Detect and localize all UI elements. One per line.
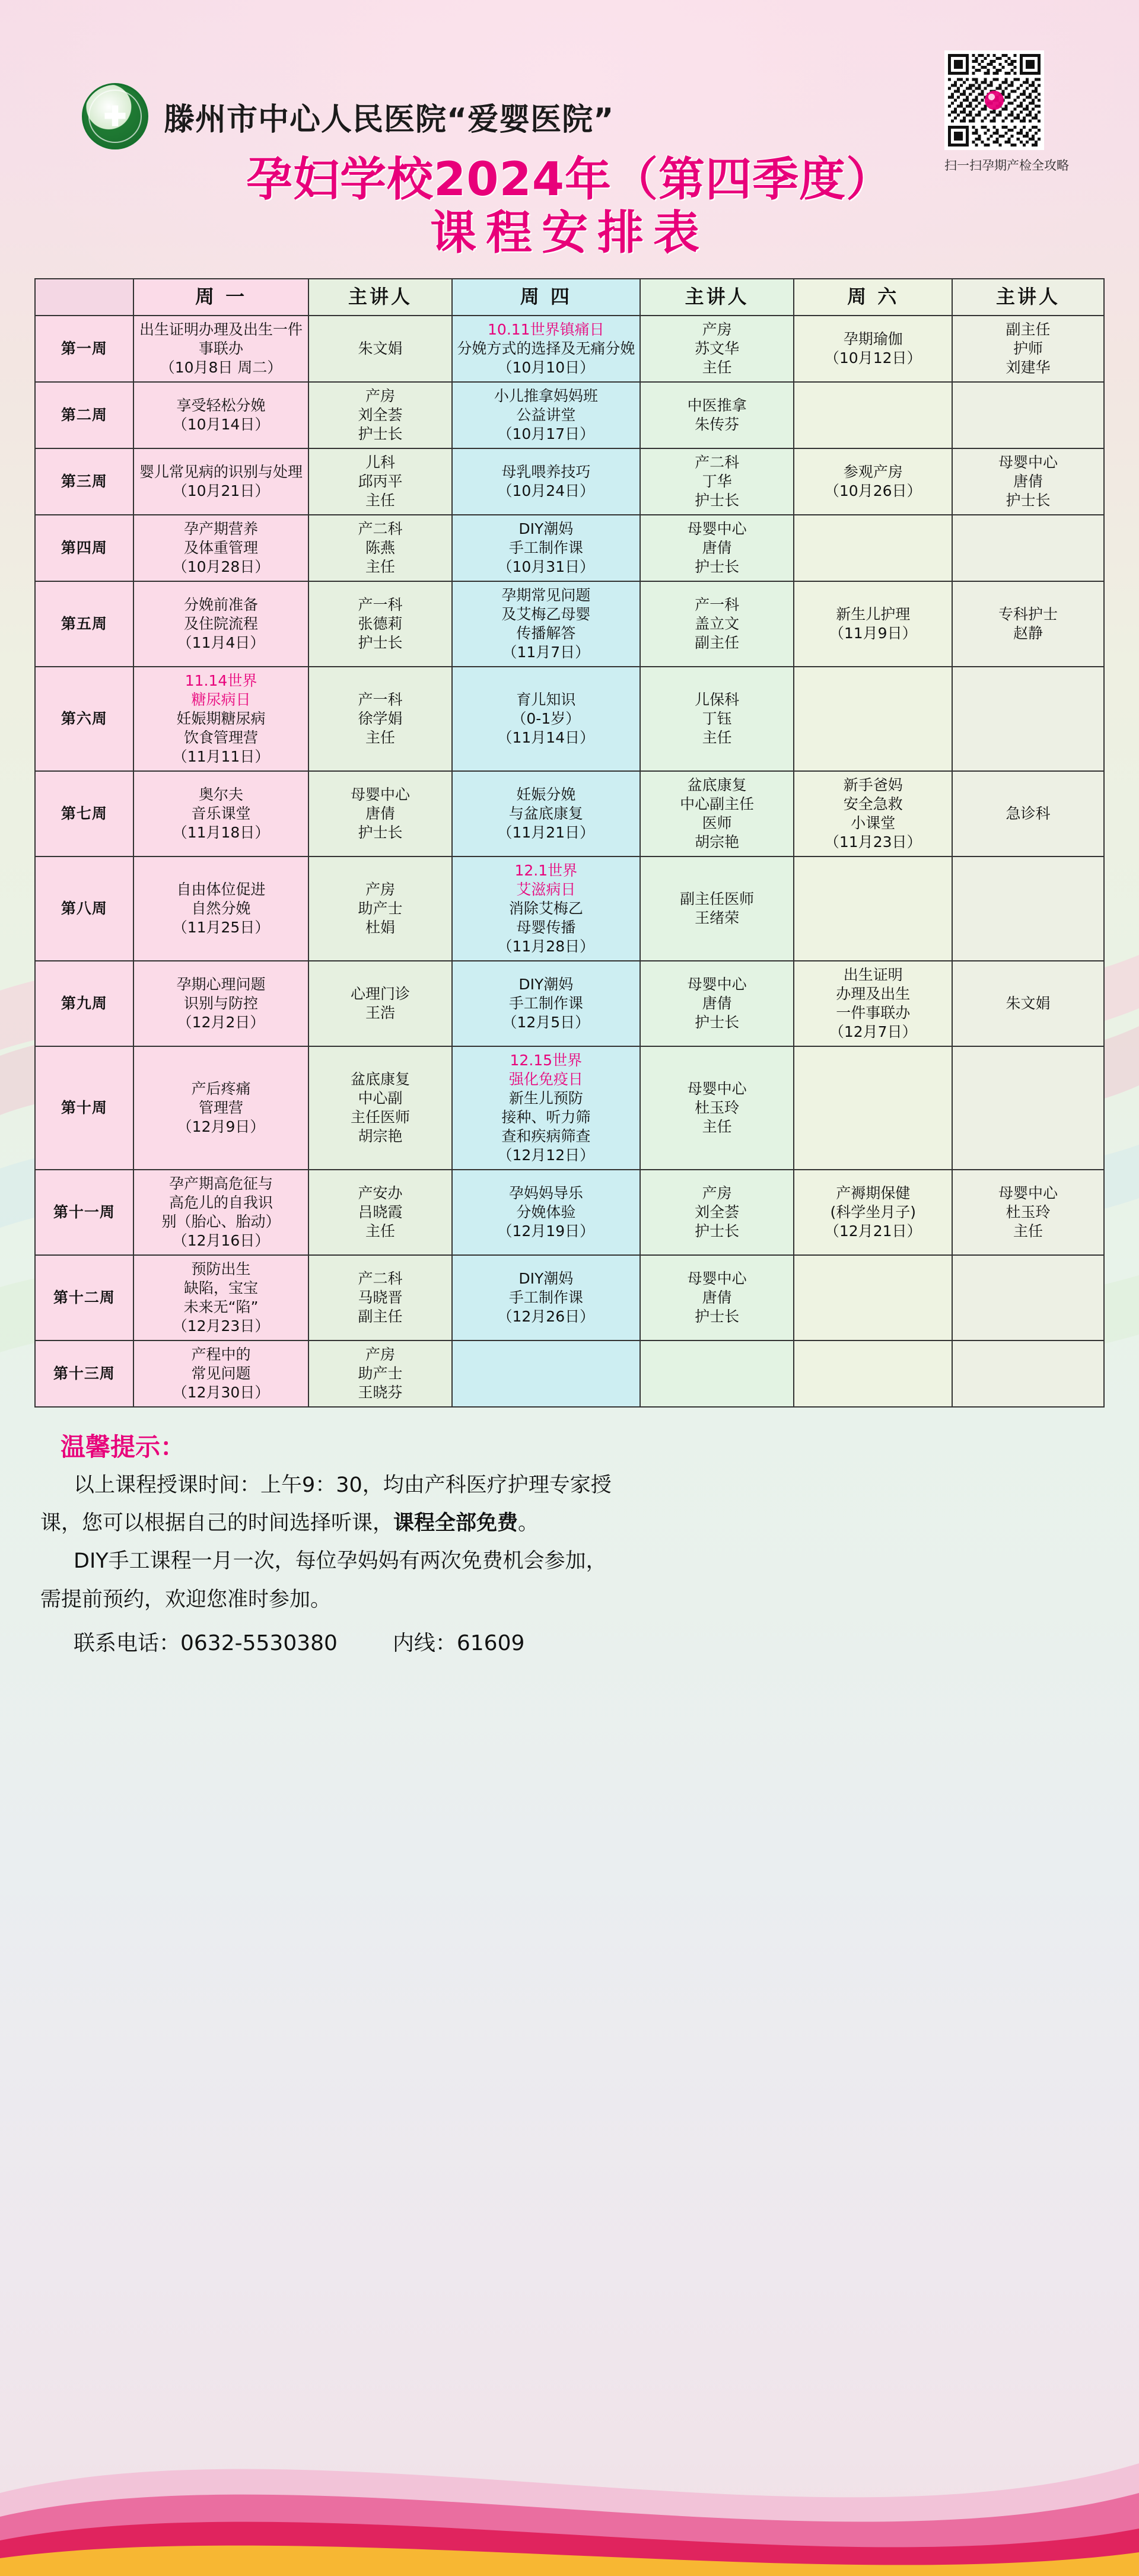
thu-text: 小儿推拿妈妈班 公益讲堂 （10月17日） [494, 387, 598, 442]
week-label: 第一周 [35, 316, 133, 382]
contact-extension: 内线：61609 [392, 1631, 525, 1655]
saturday-course [794, 667, 952, 771]
mon-highlight: 世界 糖尿病日 [191, 671, 257, 708]
thursday-course [452, 1170, 640, 1255]
monday-course [133, 515, 309, 581]
title-line-2: 课程安排表 [429, 206, 709, 260]
thu-highlight: 世界 艾滋病日 [516, 861, 578, 898]
thursday-course [452, 961, 640, 1046]
monday-speaker [308, 316, 451, 382]
monday-course [133, 961, 309, 1046]
mon-text: 孕期心理问题 识别与防控 （12月2日） [176, 975, 266, 1031]
mon-text: 孕产期营养 及体重管理 （10月28日） [172, 520, 270, 575]
mon-text: 产后疼痛 管理营 （12月9日） [177, 1080, 265, 1135]
thursday-speaker-text: 母婴中心 唐倩 护士长 [687, 520, 747, 575]
monday-speaker [308, 961, 451, 1046]
mon-text: 分娩前准备 及住院流程 （11月4日） [177, 596, 265, 651]
table-row [35, 316, 1104, 382]
saturday-speaker [952, 667, 1104, 771]
decorative-ribbon-bottom [0, 2380, 1139, 2576]
monday-speaker [308, 856, 451, 961]
monday-course [133, 581, 309, 667]
thursday-course [452, 771, 640, 856]
thursday-speaker-text: 盆底康复 中心副主任 医师 胡宗艳 [680, 776, 755, 851]
monday-course [133, 1340, 309, 1407]
mon-text: 产程中的 常见问题 （12月30日） [172, 1345, 270, 1401]
monday-course [133, 382, 309, 448]
week-label: 第三周 [35, 448, 133, 515]
thu-highlight: 世界镇痛日 [530, 320, 605, 338]
thursday-speaker-text: 产房 苏文华 主任 [695, 320, 740, 376]
week-label: 第十周 [35, 1046, 133, 1170]
notice-title: 温馨提示： [61, 1432, 186, 1461]
thu-date-prefix: 10.11 [488, 320, 530, 338]
saturday-course [794, 448, 952, 515]
thursday-speaker [640, 1046, 794, 1170]
saturday-course [794, 1255, 952, 1340]
thursday-course [452, 581, 640, 667]
saturday-speaker-text: 副主任 护师 刘建华 [1006, 320, 1051, 376]
saturday-speaker [952, 1255, 1104, 1340]
monday-speaker-text: 产二科 马晓晋 副主任 [358, 1269, 403, 1325]
hospital-name: 滕州市中心人民医院“爱婴医院” [164, 101, 615, 138]
monday-course [133, 1170, 309, 1255]
monday-speaker-text: 产房 助产士 杜娟 [358, 880, 403, 936]
thu-text: DIY潮妈 手工制作课 （12月5日） [502, 975, 590, 1031]
mon-text: 婴儿常见病的识别与处理 （10月21日） [139, 463, 303, 499]
saturday-speaker [952, 961, 1104, 1046]
table-row [35, 1340, 1104, 1407]
thursday-course [452, 856, 640, 961]
hospital-brand [82, 83, 614, 149]
week-label: 第十二周 [35, 1255, 133, 1340]
col-header-monday: 周 一 [133, 279, 309, 316]
saturday-speaker [952, 515, 1104, 581]
thu-date-prefix: 12.1 [514, 861, 548, 879]
table-row [35, 1046, 1104, 1170]
thu-text: 育儿知识 （0-1岁） （11月14日） [497, 690, 595, 746]
col-header-speaker-3: 主讲人 [952, 279, 1104, 316]
thu-text: 孕妈妈导乐 分娩体验 （12月19日） [497, 1184, 595, 1240]
mon-text: 奥尔夫 音乐课堂 （11月18日） [172, 785, 270, 841]
thursday-speaker [640, 382, 794, 448]
monday-speaker [308, 581, 451, 667]
title-line-1: 孕妇学校2024年（第四季度） [246, 153, 893, 206]
course-schedule-table [34, 278, 1105, 1408]
table-row [35, 1170, 1104, 1255]
monday-course [133, 1255, 309, 1340]
thursday-speaker-text: 儿保科 丁钰 主任 [695, 690, 740, 746]
sat-text: 新手爸妈 安全急救 小课堂 （11月23日） [824, 776, 922, 851]
contact-phone: 联系电话：0632-5530380 [74, 1631, 338, 1655]
table-row [35, 771, 1104, 856]
notice-text-2b: 需提前预约，欢迎您准时参加。 [40, 1587, 332, 1612]
saturday-speaker [952, 856, 1104, 961]
monday-speaker-text: 产安办 吕晓霞 主任 [358, 1184, 403, 1240]
qr-code-icon[interactable] [944, 50, 1044, 150]
notice-text-1b: 课，您可以根据自己的时间选择听课， [40, 1511, 394, 1536]
col-header-saturday: 周 六 [794, 279, 952, 316]
notice-text-free: 课程全部免费 [393, 1511, 518, 1536]
table-header-row [35, 279, 1104, 316]
mon-text: 孕产期高危征与 高危儿的自我识 别（胎心、胎动） （12月16日） [161, 1174, 281, 1249]
thursday-speaker-text: 母婴中心 唐倩 护士长 [687, 975, 747, 1031]
monday-course [133, 667, 309, 771]
saturday-speaker [952, 581, 1104, 667]
thursday-course [452, 448, 640, 515]
saturday-course [794, 856, 952, 961]
week-label: 第十三周 [35, 1340, 133, 1407]
week-label: 第六周 [35, 667, 133, 771]
monday-speaker [308, 448, 451, 515]
saturday-speaker [952, 1046, 1104, 1170]
saturday-course [794, 1170, 952, 1255]
saturday-course [794, 316, 952, 382]
qr-block [944, 50, 1069, 174]
mon-text: 出生证明办理及出生一件事联办 （10月8日 周二） [139, 320, 303, 376]
thu-text: 消除艾梅乙 母婴传播 （11月28日） [497, 899, 595, 955]
saturday-speaker [952, 382, 1104, 448]
thursday-course [452, 1340, 640, 1407]
thursday-course [452, 382, 640, 448]
sat-text: 孕期瑜伽 （10月12日） [824, 330, 922, 367]
week-label: 第八周 [35, 856, 133, 961]
col-header-week [35, 279, 133, 316]
col-header-speaker-1: 主讲人 [308, 279, 451, 316]
thursday-speaker [640, 515, 794, 581]
saturday-speaker [952, 1170, 1104, 1255]
thursday-speaker-text: 产一科 盖立文 副主任 [695, 596, 740, 651]
thursday-speaker [640, 771, 794, 856]
thursday-speaker-text: 产二科 丁华 护士长 [695, 453, 740, 509]
table-row [35, 515, 1104, 581]
thursday-speaker [640, 1340, 794, 1407]
thursday-speaker [640, 1170, 794, 1255]
saturday-course [794, 515, 952, 581]
monday-speaker [308, 1340, 451, 1407]
thursday-speaker [640, 667, 794, 771]
week-label: 第十一周 [35, 1170, 133, 1255]
saturday-speaker-text: 朱文娟 [1006, 994, 1051, 1012]
monday-speaker [308, 1170, 451, 1255]
notice-block [34, 1428, 1105, 1657]
thu-highlight: 世界 强化免疫日 [508, 1051, 583, 1088]
week-label: 第九周 [35, 961, 133, 1046]
thursday-course [452, 667, 640, 771]
thursday-speaker [640, 856, 794, 961]
thu-text: 新生儿预防 接种、听力筛 查和疾病筛查 （12月12日） [497, 1089, 595, 1164]
notice-text-1d: 。 [518, 1511, 539, 1536]
qr-caption: 扫一扫孕期产检全攻略 [944, 158, 1069, 173]
thursday-speaker [640, 448, 794, 515]
thursday-speaker [640, 316, 794, 382]
monday-speaker-text: 产一科 张德莉 护士长 [358, 596, 403, 651]
monday-speaker-text: 盆底康复 中心副 主任医师 胡宗艳 [351, 1070, 411, 1145]
saturday-speaker-text: 急诊科 [1006, 804, 1051, 822]
thu-text: 妊娠分娩 与盆底康复 （11月21日） [497, 785, 595, 841]
thursday-speaker-text: 母婴中心 杜玉玲 主任 [687, 1080, 747, 1135]
table-row [35, 448, 1104, 515]
saturday-speaker [952, 448, 1104, 515]
thu-text: 分娩方式的选择及无痛分娩 （10月10日） [457, 339, 635, 376]
monday-course [133, 856, 309, 961]
saturday-course [794, 961, 952, 1046]
contact-line [40, 1626, 1101, 1657]
monday-speaker [308, 1046, 451, 1170]
thursday-speaker-text: 副主任医师 王绪荣 [680, 890, 755, 926]
sat-text: 参观产房 （10月26日） [824, 463, 922, 499]
saturday-speaker-text: 母婴中心 唐倩 护士长 [998, 453, 1058, 509]
monday-course [133, 316, 309, 382]
monday-speaker [308, 1255, 451, 1340]
thursday-course [452, 515, 640, 581]
table-row [35, 667, 1104, 771]
monday-speaker-text: 儿科 邱丙平 主任 [358, 453, 403, 509]
sat-text: 出生证明 办理及出生 一件事联办 （12月7日） [829, 966, 917, 1040]
table-row [35, 382, 1104, 448]
week-label: 第五周 [35, 581, 133, 667]
notice-paragraph-1 [40, 1469, 1101, 1501]
saturday-course [794, 1046, 952, 1170]
thu-text: 母乳喂养技巧 （10月24日） [497, 463, 595, 499]
saturday-course [794, 382, 952, 448]
monday-speaker [308, 771, 451, 856]
thursday-course [452, 1046, 640, 1170]
notice-text-1a: 以上课程授课时间：上午9：30，均由产科医疗护理专家授 [74, 1473, 612, 1497]
col-header-thursday: 周 四 [452, 279, 640, 316]
notice-paragraph-4 [40, 1584, 1101, 1616]
thu-text: 孕期常见问题 及艾梅乙母婴 传播解答 （11月7日） [501, 586, 591, 661]
saturday-course [794, 581, 952, 667]
thursday-speaker-text: 产房 刘全荟 护士长 [695, 1184, 740, 1240]
thursday-speaker-text: 中医推拿 朱传芬 [687, 396, 747, 433]
saturday-speaker-text: 母婴中心 杜玉玲 主任 [998, 1184, 1058, 1240]
hospital-cross-logo-icon: ✚ [82, 83, 148, 149]
monday-speaker [308, 515, 451, 581]
saturday-speaker-text: 专科护士 赵静 [998, 605, 1058, 642]
monday-speaker-text: 朱文娟 [358, 339, 403, 357]
poster-header [34, 0, 1105, 173]
week-label: 第七周 [35, 771, 133, 856]
sat-text: 产褥期保健 (科学坐月子) （12月21日） [824, 1184, 922, 1240]
thursday-course [452, 1255, 640, 1340]
monday-course [133, 448, 309, 515]
saturday-course [794, 1340, 952, 1407]
monday-speaker-text: 产一科 徐学娟 主任 [358, 690, 403, 746]
thursday-course [452, 316, 640, 382]
week-label: 第二周 [35, 382, 133, 448]
sat-text: 新生儿护理 （11月9日） [829, 605, 917, 642]
notice-paragraph-3 [40, 1545, 1101, 1577]
saturday-course [794, 771, 952, 856]
saturday-speaker [952, 771, 1104, 856]
thursday-speaker [640, 961, 794, 1046]
monday-speaker-text: 母婴中心 唐倩 护士长 [351, 785, 411, 841]
monday-speaker-text: 产二科 陈燕 主任 [358, 520, 403, 575]
thu-text: DIY潮妈 手工制作课 （10月31日） [497, 520, 595, 575]
thursday-speaker [640, 1255, 794, 1340]
notice-text-2a: DIY手工课程一月一次，每位孕妈妈有两次免费机会参加， [74, 1549, 607, 1574]
saturday-speaker [952, 1340, 1104, 1407]
mon-date-prefix: 11.14 [184, 671, 228, 689]
monday-speaker-text: 产房 刘全荟 护士长 [358, 387, 403, 442]
mon-text: 妊娠期糖尿病 饮食管理营 （11月11日） [172, 709, 270, 765]
monday-speaker-text: 产房 助产士 王晓芬 [358, 1345, 403, 1401]
saturday-speaker [952, 316, 1104, 382]
monday-speaker [308, 382, 451, 448]
thursday-speaker [640, 581, 794, 667]
table-row [35, 581, 1104, 667]
monday-speaker-text: 心理门诊 王浩 [351, 985, 411, 1021]
table-row [35, 856, 1104, 961]
notice-paragraph-2 [40, 1507, 1101, 1539]
monday-course [133, 771, 309, 856]
col-header-speaker-2: 主讲人 [640, 279, 794, 316]
mon-text: 预防出生 缺陷，宝宝 未来无“陷” （12月23日） [172, 1260, 270, 1335]
monday-speaker [308, 667, 451, 771]
monday-course [133, 1046, 309, 1170]
thu-text: DIY潮妈 手工制作课 （12月26日） [497, 1269, 595, 1325]
table-row [35, 1255, 1104, 1340]
week-label: 第四周 [35, 515, 133, 581]
mon-text: 享受轻松分娩 （10月14日） [172, 396, 270, 433]
thursday-speaker-text: 母婴中心 唐倩 护士长 [687, 1269, 747, 1325]
table-row [35, 961, 1104, 1046]
mon-text: 自由体位促进 自然分娩 （11月25日） [172, 880, 270, 936]
thu-date-prefix: 12.15 [510, 1051, 553, 1069]
